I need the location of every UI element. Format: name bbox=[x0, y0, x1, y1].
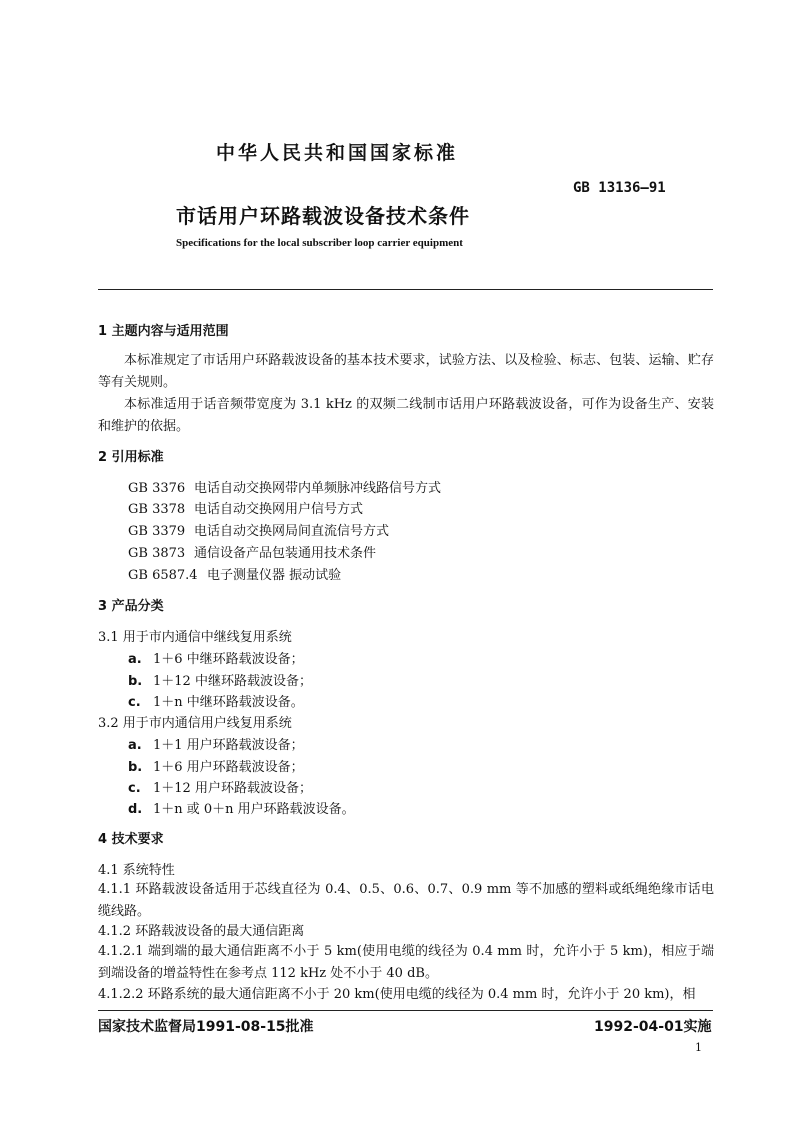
document-title-cn: 市话用户环路载波设备技术条件 bbox=[176, 204, 470, 228]
section-4-1-heading: 4.1 系统特性 bbox=[98, 863, 175, 878]
list-item-text: 1＋12 用户环路载波设备； bbox=[153, 781, 312, 796]
list-item-label: d. bbox=[128, 802, 143, 817]
list-item-text: 1＋12 中继环路载波设备； bbox=[153, 674, 312, 689]
effective-date: 1992-04-01实施 bbox=[594, 1019, 712, 1035]
reference-title: 电话自动交换网局间直流信号方式 bbox=[194, 524, 390, 539]
reference-code: GB 6587.4 bbox=[128, 568, 198, 583]
section-1-paragraph-2: 本标准适用于话音频带宽度为 3.1 kHz 的双频二线制市话用户环路载波设备，可作为设备生产、安装和维护的依据。 bbox=[98, 397, 714, 434]
list-item-label: a. bbox=[128, 652, 142, 667]
list-item-text: 1＋n 或 0＋n 用户环路载波设备。 bbox=[153, 802, 355, 817]
section-4-heading: 4 技术要求 bbox=[98, 832, 164, 847]
reference-title: 通信设备产品包装通用技术条件 bbox=[194, 546, 377, 561]
section-1-heading: 1 主题内容与适用范围 bbox=[98, 324, 229, 339]
list-item-text: 1＋1 用户环路载波设备； bbox=[153, 738, 304, 753]
list-item-label: a. bbox=[128, 738, 142, 753]
reference-title: 电话自动交换网用户信号方式 bbox=[194, 502, 364, 517]
reference-title: 电子测量仪器 振动试验 bbox=[207, 568, 342, 583]
reference-title: 电话自动交换网带内单频脉冲线路信号方式 bbox=[194, 481, 442, 496]
header-divider bbox=[98, 289, 713, 290]
section-1-paragraph-1: 本标准规定了市话用户环路载波设备的基本技术要求，试验方法、以及检验、标志、包装、运输、贮存等有关规则。 bbox=[98, 353, 714, 390]
list-item-text: 1＋6 中继环路载波设备； bbox=[153, 652, 304, 667]
approval-line: 国家技术监督局1991-08-15批准 bbox=[98, 1019, 314, 1035]
list-item-label: c. bbox=[128, 695, 141, 710]
section-4-1-1-paragraph: 4.1.1 环路载波设备适用于芯线直径为 0.4、0.5、0.6、0.7、0.9 mm 等不加感的塑料或纸绳绝缘市话电缆线路。 bbox=[98, 882, 714, 919]
section-3-heading: 3 产品分类 bbox=[98, 599, 164, 614]
page-number: 1 bbox=[695, 1041, 702, 1054]
reference-code: GB 3379 bbox=[128, 524, 186, 539]
list-item-label: b. bbox=[128, 674, 143, 689]
list-item-label: c. bbox=[128, 781, 141, 796]
list-item-label: b. bbox=[128, 760, 143, 775]
list-item-text: 1＋n 中继环路载波设备。 bbox=[153, 695, 304, 710]
standard-code: GB 13136—91 bbox=[573, 180, 666, 196]
national-standard-title: 中华人民共和国国家标准 bbox=[216, 142, 459, 164]
section-4-1-2-2-paragraph: 4.1.2.2 环路系统的最大通信距离不小于 20 km(使用电缆的线径为 0.4 mm 时，允许小于 20 km)，相 bbox=[98, 987, 696, 1002]
list-item-text: 1＋6 用户环路载波设备； bbox=[153, 760, 304, 775]
section-2-heading: 2 引用标准 bbox=[98, 450, 164, 465]
section-4-1-2-1-paragraph: 4.1.2.1 端到端的最大通信距离不小于 5 km(使用电缆的线径为 0.4 mm 时，允许小于 5 km)，相应于端到端设备的增益特性在参考点 112 kHz 处不小于 40 dB。 bbox=[98, 944, 714, 981]
section-3-1-heading: 3.1 用于市内通信中继线复用系统 bbox=[98, 630, 292, 645]
reference-code: GB 3376 bbox=[128, 481, 186, 496]
document-title-en: Specifications for the local subscriber loop carrier equipment bbox=[176, 237, 463, 249]
reference-code: GB 3378 bbox=[128, 502, 186, 517]
reference-code: GB 3873 bbox=[128, 546, 186, 561]
section-4-1-2-heading: 4.1.2 环路载波设备的最大通信距离 bbox=[98, 924, 305, 939]
footer-divider bbox=[98, 1010, 713, 1011]
section-3-2-heading: 3.2 用于市内通信用户线复用系统 bbox=[98, 716, 292, 731]
